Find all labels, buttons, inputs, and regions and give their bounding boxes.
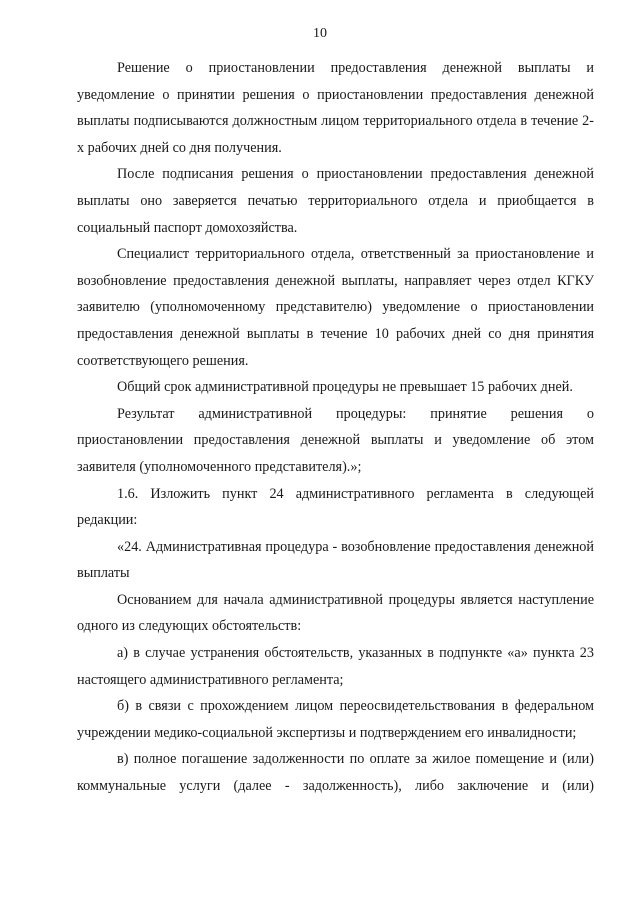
paragraph-suspension-decision-signing: Решение о приостановлении предоставления денежной выплаты и уведомление о принятии решения о приостановлении предоставления денежной выплаты подписываются должностным лицом территориального отдела в течение 2-х рабочих дней со дня получения. bbox=[77, 60, 594, 156]
paragraph-item-1-6: 1.6. Изложить пункт 24 административного регламента в следующей редакции: bbox=[77, 485, 594, 529]
paragraph-grounds: Основанием для начала административной процедуры является наступление одного из следующих обстоятельств: bbox=[77, 591, 594, 635]
paragraph-notification-sending: Специалист территориального отдела, ответственный за приостановление и возобновление предоставления денежной выплаты, направляет через отдел КГКУ заявителю (уполномоченному представителю) уведомление о приостановлении предоставления денежной выплаты в течение 10 рабочих дней со дня принятия соответствующего решения. bbox=[77, 246, 594, 369]
paragraph-decision-certification: После подписания решения о приостановлении предоставления денежной выплаты оно заверяется печатью территориального отдела и приобщается в социальный паспорт домохозяйства. bbox=[77, 166, 594, 236]
paragraph-procedure-result: Результат административной процедуры: принятие решения о приостановлении предоставления денежной выплаты и уведомление об этом заявителя (уполномоченного представителя).»; bbox=[77, 405, 594, 475]
document-body bbox=[77, 55, 594, 800]
page-number: 10 bbox=[313, 26, 327, 41]
list-item-b: б) в связи с прохождением лицом переосвидетельствования в федеральном учреждении медико-социальной экспертизы и подтверждением его инвалидности; bbox=[77, 698, 594, 741]
paragraph-item-24-title: «24. Административная процедура - возобновление предоставления денежной выплаты bbox=[77, 538, 594, 582]
list-item-v: в) полное погашение задолженности по оплате за жилое помещение и (или) коммунальные услуги (далее - задолженность), либо заключение и (или) bbox=[77, 751, 594, 795]
list-item-a: а) в случае устранения обстоятельств, указанных в подпункте «а» пункта 23 настоящего административного регламента; bbox=[77, 645, 594, 688]
paragraph-procedure-term: Общий срок административной процедуры не превышает 15 рабочих дней. bbox=[117, 379, 573, 396]
